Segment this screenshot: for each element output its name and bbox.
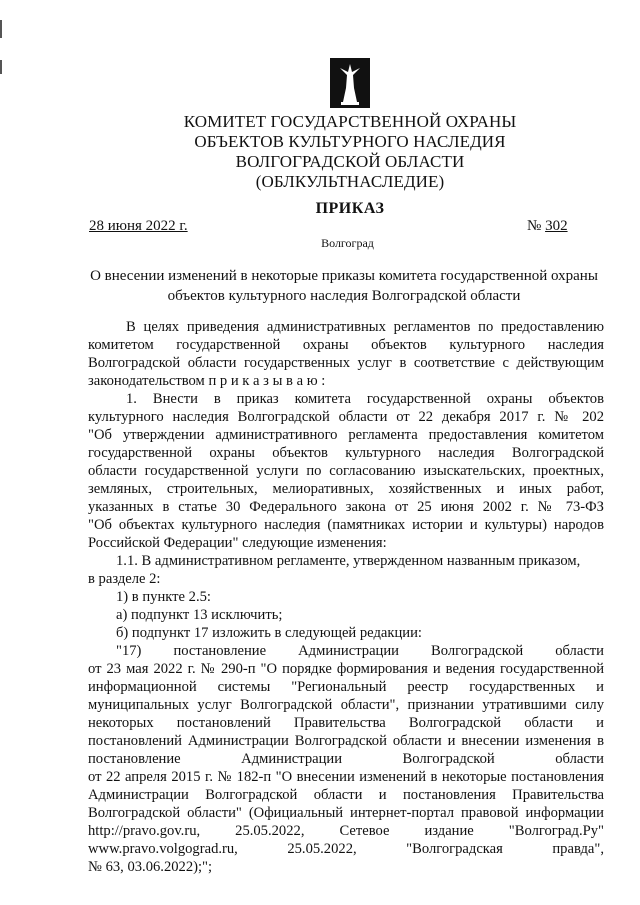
body-line: культурного наследия Волгоградской области от 22 декабря 2017 г. № 202 bbox=[88, 409, 604, 425]
body-line: муниципальных услуг Волгоградской области", признании утратившими силу bbox=[88, 697, 604, 713]
order-number-prefix: № bbox=[527, 218, 546, 234]
body-line: постановлений Администрации Волгоградской области и внесении изменения в bbox=[88, 733, 604, 749]
subject-line: объектов культурного наследия Волгоградской области bbox=[167, 288, 521, 304]
organization-name bbox=[160, 112, 540, 192]
body-line: "Об утверждении административного регламента предоставления комитетом bbox=[88, 427, 604, 443]
order-number-value: 302 bbox=[545, 218, 568, 234]
body-line: в разделе 2: bbox=[88, 571, 161, 587]
body-line: "17) постановление Администрации Волгоградской области bbox=[116, 643, 604, 659]
order-date: 28 июня 2022 г. bbox=[89, 218, 188, 234]
org-line: ВОЛГОГРАДСКОЙ ОБЛАСТИ bbox=[235, 152, 465, 171]
org-line: КОМИТЕТ ГОСУДАРСТВЕННОЙ ОХРАНЫ bbox=[183, 112, 517, 131]
body-line: от 22 апреля 2015 г. № 182-п "О внесении изменений в некоторые постановления bbox=[88, 769, 604, 785]
order-subject bbox=[88, 266, 600, 306]
body-line: государственной охраны объектов культурного наследия Волгоградской bbox=[88, 445, 604, 461]
body-line: законодательством п р и к а з ы в а ю : bbox=[88, 373, 326, 389]
body-line: постановление Администрации Волгоградской области bbox=[88, 751, 604, 767]
body-line: 1) в пункте 2.5: bbox=[116, 589, 211, 605]
body-line: комитетом государственной охраны объектов культурного наследия bbox=[88, 337, 604, 353]
body-line: Российской Федерации" следующие изменения: bbox=[88, 535, 387, 551]
subject-line: О внесении изменений в некоторые приказы комитета государственной охраны bbox=[90, 268, 598, 284]
body-line: Волгоградской области государственных услуг в соответствие с действующим bbox=[88, 355, 604, 371]
order-body bbox=[88, 318, 604, 876]
body-line: В целях приведения административных регламентов по предоставлению bbox=[126, 319, 604, 335]
body-line: 1.1. В административном регламенте, утвержденном названным приказом, bbox=[116, 553, 581, 569]
org-line: ОБЪЕКТОВ КУЛЬТУРНОГО НАСЛЕДИЯ bbox=[194, 132, 506, 151]
body-line: "Об объектах культурного наследия (памятниках истории и культуры) народов bbox=[88, 517, 604, 533]
order-city: Волгоград bbox=[321, 236, 374, 250]
order-number bbox=[527, 218, 568, 235]
volgograd-emblem-icon bbox=[330, 58, 370, 108]
body-line: б) подпункт 17 изложить в следующей редакции: bbox=[116, 625, 422, 641]
scan-edge-mark bbox=[0, 60, 2, 74]
body-line: информационной системы "Региональный реестр государственных и bbox=[88, 679, 604, 695]
body-line: от 23 мая 2022 г. № 290-п "О порядке формирования и ведения государственной bbox=[88, 661, 604, 677]
scan-edge-mark bbox=[0, 20, 2, 38]
document-type: ПРИКАЗ bbox=[315, 200, 385, 217]
body-line: области государственной услуги по согласованию изыскательских, проектных, bbox=[88, 463, 604, 479]
body-line: некоторых постановлений Правительства Волгоградской области и bbox=[88, 715, 604, 731]
body-line: земляных, строительных, мелиоративных, хозяйственных и иных работ, bbox=[88, 481, 604, 497]
body-line: Волгоградской области" (Официальный интернет-портал правовой информации bbox=[88, 805, 604, 821]
body-line: 1. Внести в приказ комитета государственной охраны объектов bbox=[126, 391, 604, 407]
org-line: (ОБЛКУЛЬТНАСЛЕДИЕ) bbox=[255, 172, 445, 191]
body-line: указанных в статье 30 Федерального закона от 25 июня 2002 г. № 73-ФЗ bbox=[88, 499, 604, 515]
body-line: Администрации Волгоградской области и постановления Правительства bbox=[88, 787, 604, 803]
body-line: № 63, 03.06.2022);"; bbox=[88, 859, 213, 875]
body-line: а) подпункт 13 исключить; bbox=[116, 607, 283, 623]
body-line: www.pravo.volgograd.ru, 25.05.2022, "Волгоградская правда", bbox=[88, 841, 604, 857]
body-line: http://pravo.gov.ru, 25.05.2022, Сетевое издание "Волгоград.Ру" bbox=[88, 823, 604, 839]
